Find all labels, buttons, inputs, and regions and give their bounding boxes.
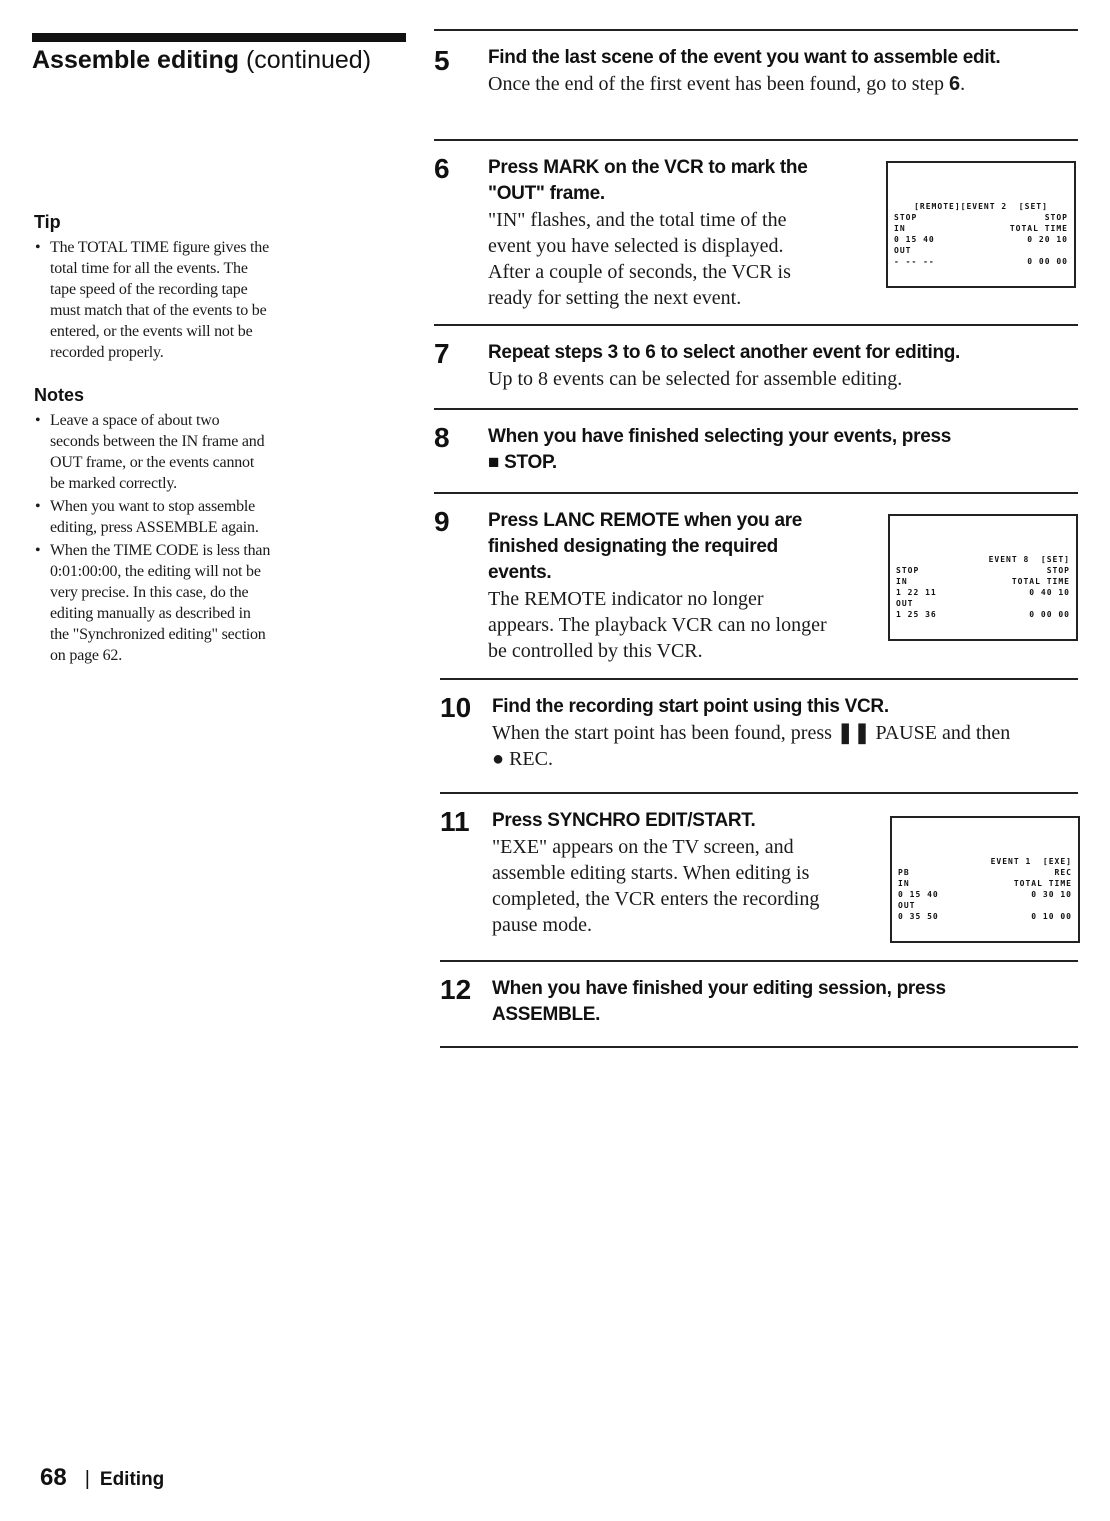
step-9 [434,494,1078,678]
note-item: • Leave a space of about two seconds between the IN frame and OUT frame, or the events cannot be marked correctly. [34,410,272,494]
step-5 [434,31,1078,139]
step-body: When the start point has been found, press ❚❚ PAUSE and then ● REC. [492,722,1011,770]
step-title: When you have finished selecting your events, press ■ STOP. [488,426,952,473]
vcr-display: EVENT 1 [EXE] PB REC IN TOTAL TIME 0 15 40 0 30 10 OUT 0 35 50 0 10 00 [890,816,1080,943]
step-body: Once the end of the first event has been found, go to step 6. [488,73,966,95]
tip-item: • The TOTAL TIME figure gives the total time for all the events. The tape speed of the recording tape must match that of the events to be entered, or the events will not be recorded properly. [34,237,272,363]
page-title [32,46,371,75]
step-number: 8 [434,422,450,453]
step-title: Press SYNCHRO EDIT/START. [492,810,756,831]
step-number: 9 [434,506,450,537]
step-title: Press MARK on the VCR to mark the "OUT" frame. [488,157,808,204]
step-title: Press LANC REMOTE when you are finished designating the required events. [488,510,803,583]
step-text [492,808,852,938]
step-number: 12 [440,974,472,1005]
display-line: [REMOTE][EVENT 2 [SET] [914,202,1048,211]
step-11 [434,794,1078,960]
divider [440,1046,1078,1048]
notes-heading: Notes [34,385,85,405]
step-title: Repeat steps 3 to 6 to select another event for editing. [488,342,961,363]
vcr-display: [REMOTE][EVENT 2 [SET] STOP STOP IN TOTAL TIME 0 15 40 0 20 10 OUT - -- -- 0 00 00 [886,161,1076,288]
steps-column [434,29,1078,1048]
rec-icon: ● [492,748,505,770]
step-body: Up to 8 events can be selected for assemble editing. [488,368,903,390]
step-12 [434,962,1078,1046]
stop-icon: ■ [488,452,500,473]
step-body: "EXE" appears on the TV screen, and assemble editing starts. When editing is completed, the VCR enters the recording pause mode. [492,836,820,936]
step-number: 6 [434,153,450,184]
step-title: When you have finished your editing session, press ASSEMBLE. [492,978,946,1025]
note-item: • When the TIME CODE is less than 0:01:00:00, the editing will not be very precise. In this case, do the editing manually as described in the "Synchronized editing" section on page 62. [34,540,272,666]
tip-list [34,237,272,363]
step-number: 10 [440,692,472,723]
step-number: 11 [440,806,470,837]
step-body: "IN" flashes, and the total time of the event you have selected is displayed. After a couple of seconds, the VCR is ready for setting the next event. [488,209,791,309]
step-number: 7 [434,338,450,369]
footer-separator: | [84,1468,90,1490]
top-rule [32,33,406,42]
step-8 [434,410,1078,492]
sidebar [34,212,272,688]
step-reference: 6 [948,73,961,95]
step-body: The REMOTE indicator no longer appears. The playback VCR can no longer be controlled by this VCR. [488,588,827,662]
note-item: • When you want to stop assemble editing, press ASSEMBLE again. [34,496,272,538]
notes-list [34,410,272,666]
pause-icon: ❚❚ [836,722,871,744]
step-title: Find the last scene of the event you want to assemble edit. [488,47,1001,68]
chapter-label: Editing [99,1469,165,1490]
vcr-display: EVENT 8 [SET] STOP STOP IN TOTAL TIME 1 22 11 0 40 10 OUT 1 25 36 0 00 00 [888,514,1078,641]
notes-block [34,385,272,666]
display-line: EVENT 8 [SET] [988,555,1070,564]
tip-heading: Tip [34,212,61,232]
step-10 [434,680,1078,792]
title-continued: (continued) [245,46,372,74]
step-number: 5 [434,45,450,76]
step-text [488,155,828,311]
step-7 [434,326,1078,408]
step-text [488,508,828,664]
page-number: 68 [40,1464,67,1491]
step-title: Find the recording start point using this VCR. [492,696,889,717]
title-main: Assemble editing [32,46,239,74]
page-footer [40,1464,164,1492]
step-6 [434,141,1078,324]
display-line: EVENT 1 [EXE] [990,857,1072,866]
